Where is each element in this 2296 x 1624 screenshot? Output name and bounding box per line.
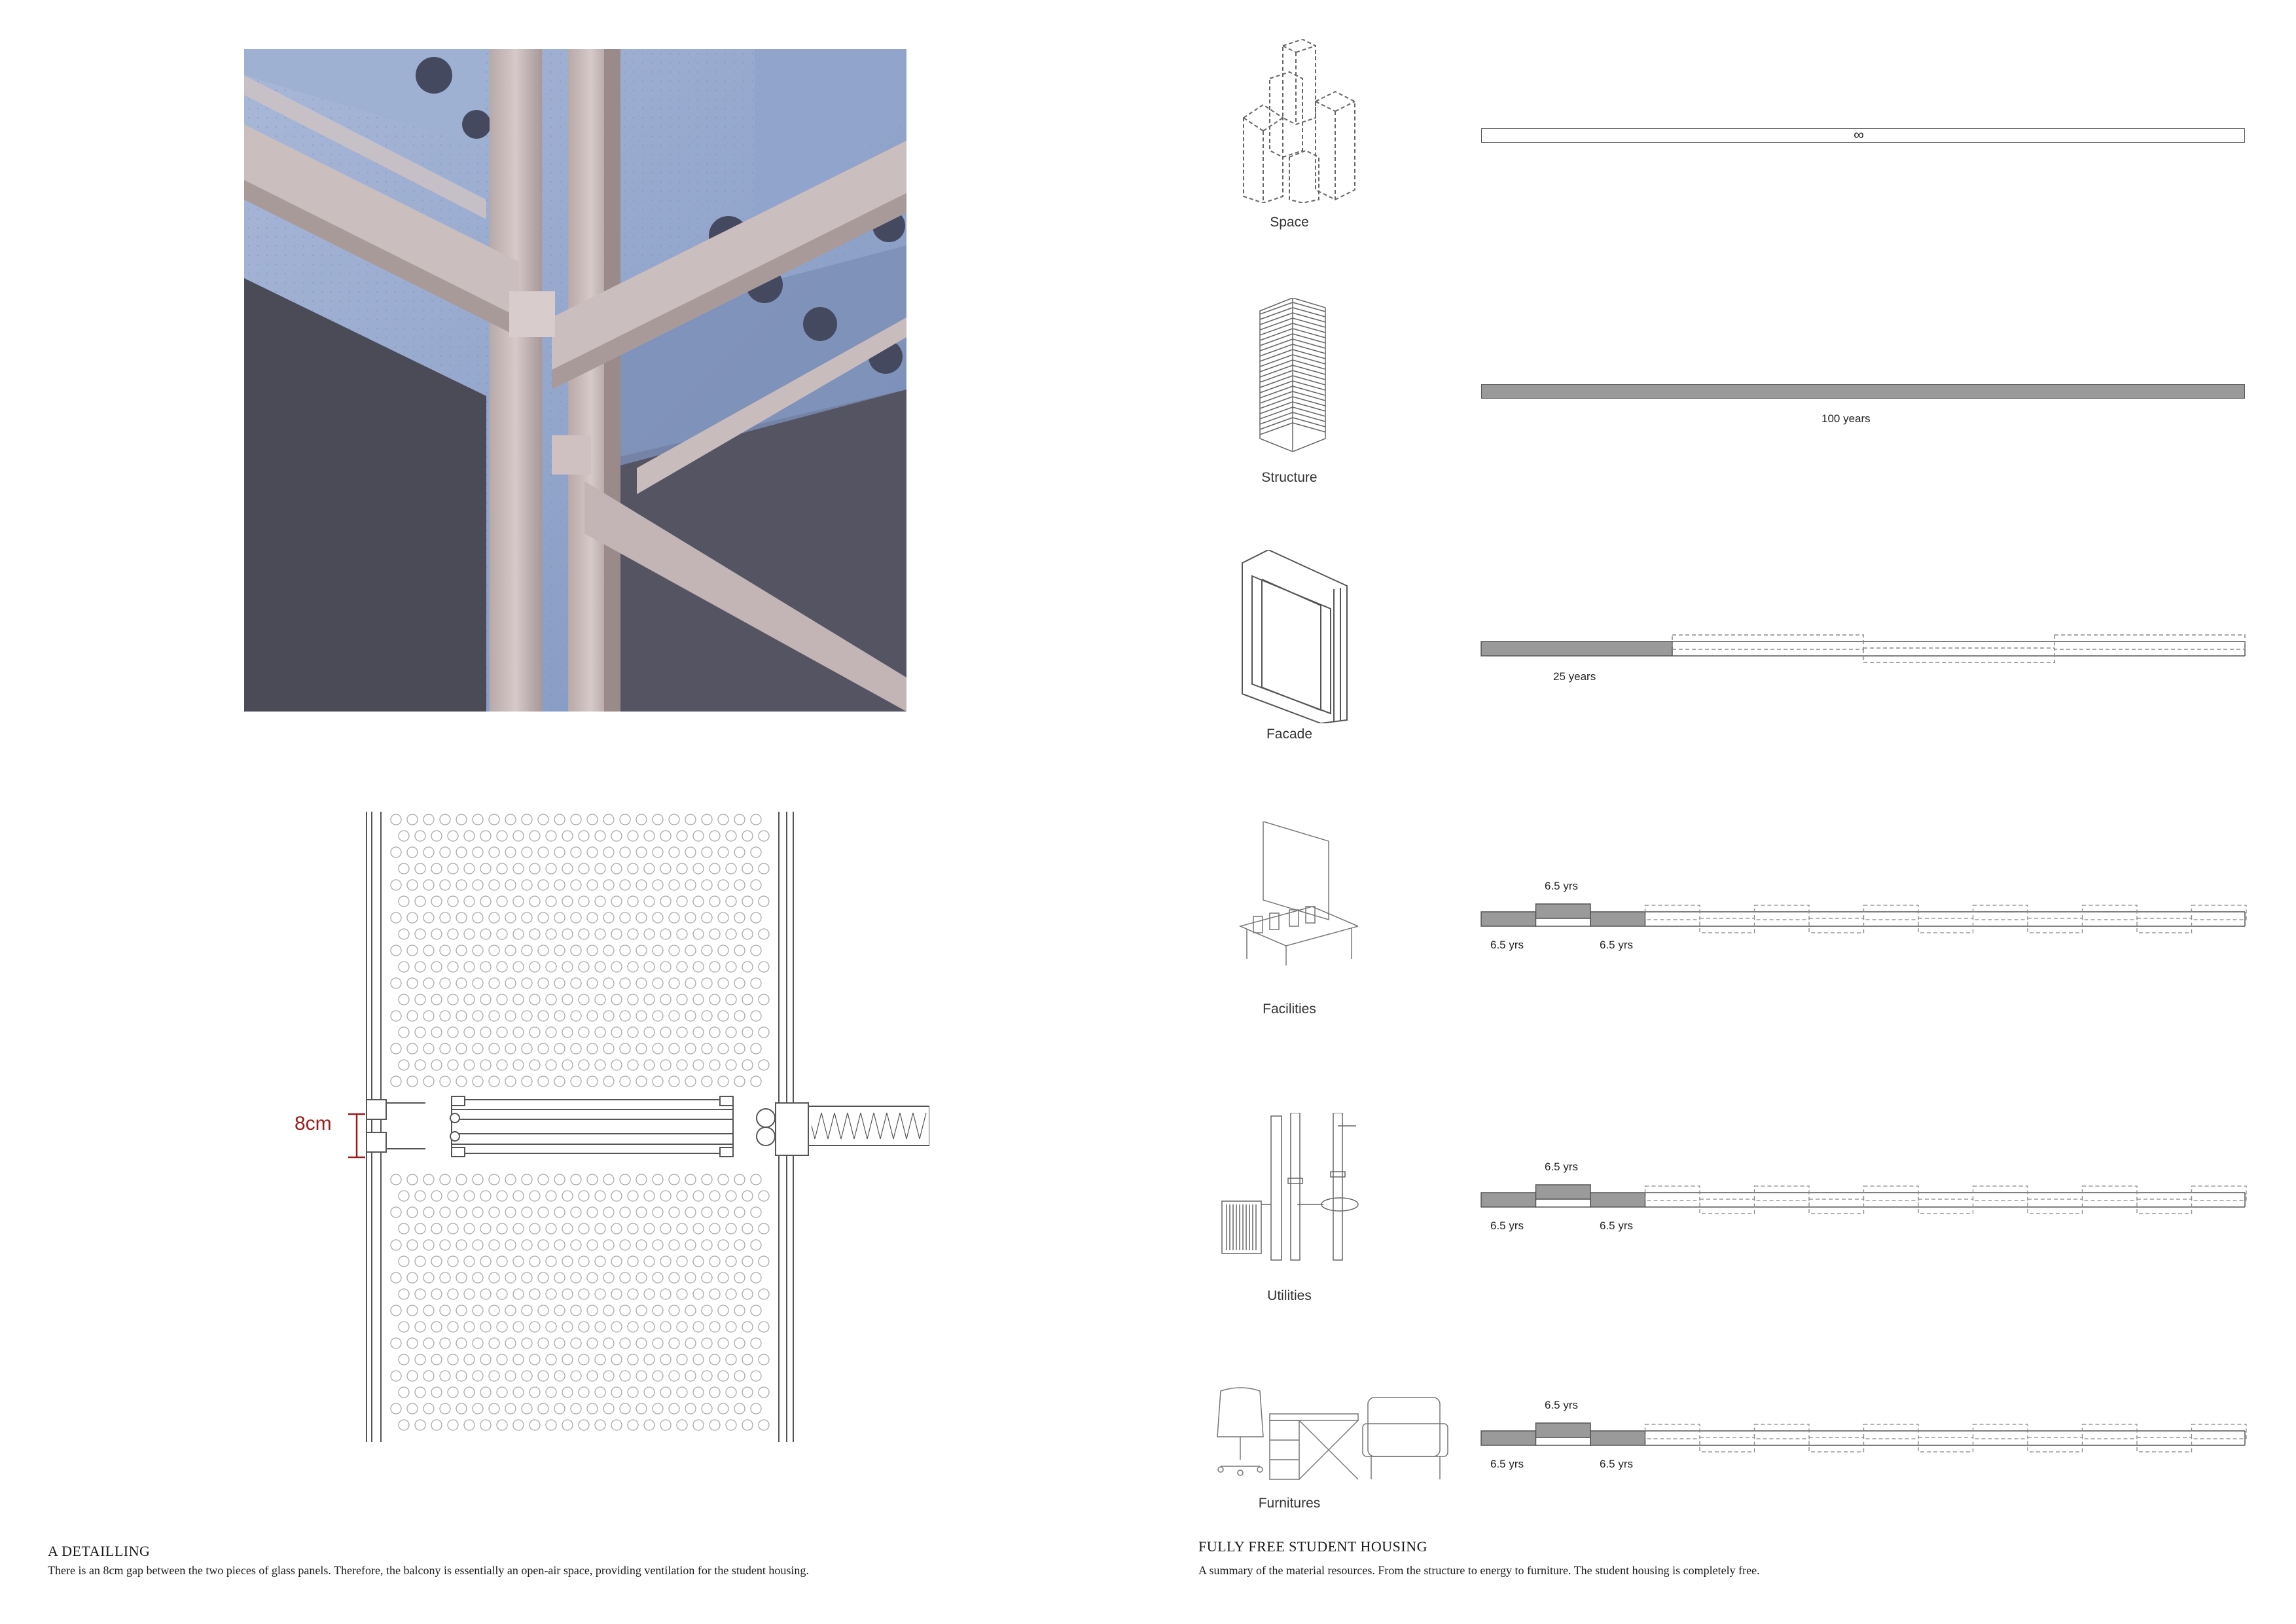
- category-label-facade: Facade: [1266, 727, 1313, 742]
- lifespan-left-label-furnitures: 6.5 yrs: [1490, 1458, 1524, 1470]
- category-label-furnitures: Furnitures: [1258, 1496, 1321, 1511]
- category-label-facilities: Facilities: [1263, 1001, 1316, 1017]
- lifespan-label-structure: 100 years: [1821, 412, 1871, 425]
- category-label-space: Space: [1270, 215, 1309, 230]
- lifespan-right-label-utilities: 6.5 yrs: [1600, 1219, 1634, 1232]
- lifespan-label-facade: 25 years: [1553, 670, 1596, 683]
- category-label-utilities: Utilities: [1267, 1288, 1312, 1303]
- lifespan-top-label-furnitures: 6.5 yrs: [1545, 1399, 1579, 1411]
- lifespan-left-label-facilities: 6.5 yrs: [1490, 939, 1524, 951]
- lifespan-right-label-facilities: 6.5 yrs: [1600, 939, 1634, 951]
- gap-dimension-label: 8cm: [295, 1113, 332, 1134]
- left-caption-text: There is an 8cm gap between the two pieces of glass panels. Therefore, the balcony is essentially an open-air space, providing ventilation for the student housing.: [48, 1564, 809, 1577]
- right-caption-title: FULLY FREE STUDENT HOUSING: [1198, 1538, 1427, 1555]
- lifespan-top-label-facilities: 6.5 yrs: [1545, 880, 1579, 892]
- right-caption-text: A summary of the material resources. From the structure to energy to furniture. The student housing is completely free.: [1198, 1564, 1760, 1577]
- lifespan-left-label-utilities: 6.5 yrs: [1490, 1219, 1524, 1232]
- category-label-structure: Structure: [1261, 470, 1318, 485]
- lifespan-label-space: ∞: [1854, 126, 1864, 143]
- left-caption-title: A DETAILLING: [48, 1543, 151, 1559]
- lifespan-right-label-furnitures: 6.5 yrs: [1600, 1458, 1634, 1470]
- lifespan-top-label-utilities: 6.5 yrs: [1545, 1161, 1579, 1173]
